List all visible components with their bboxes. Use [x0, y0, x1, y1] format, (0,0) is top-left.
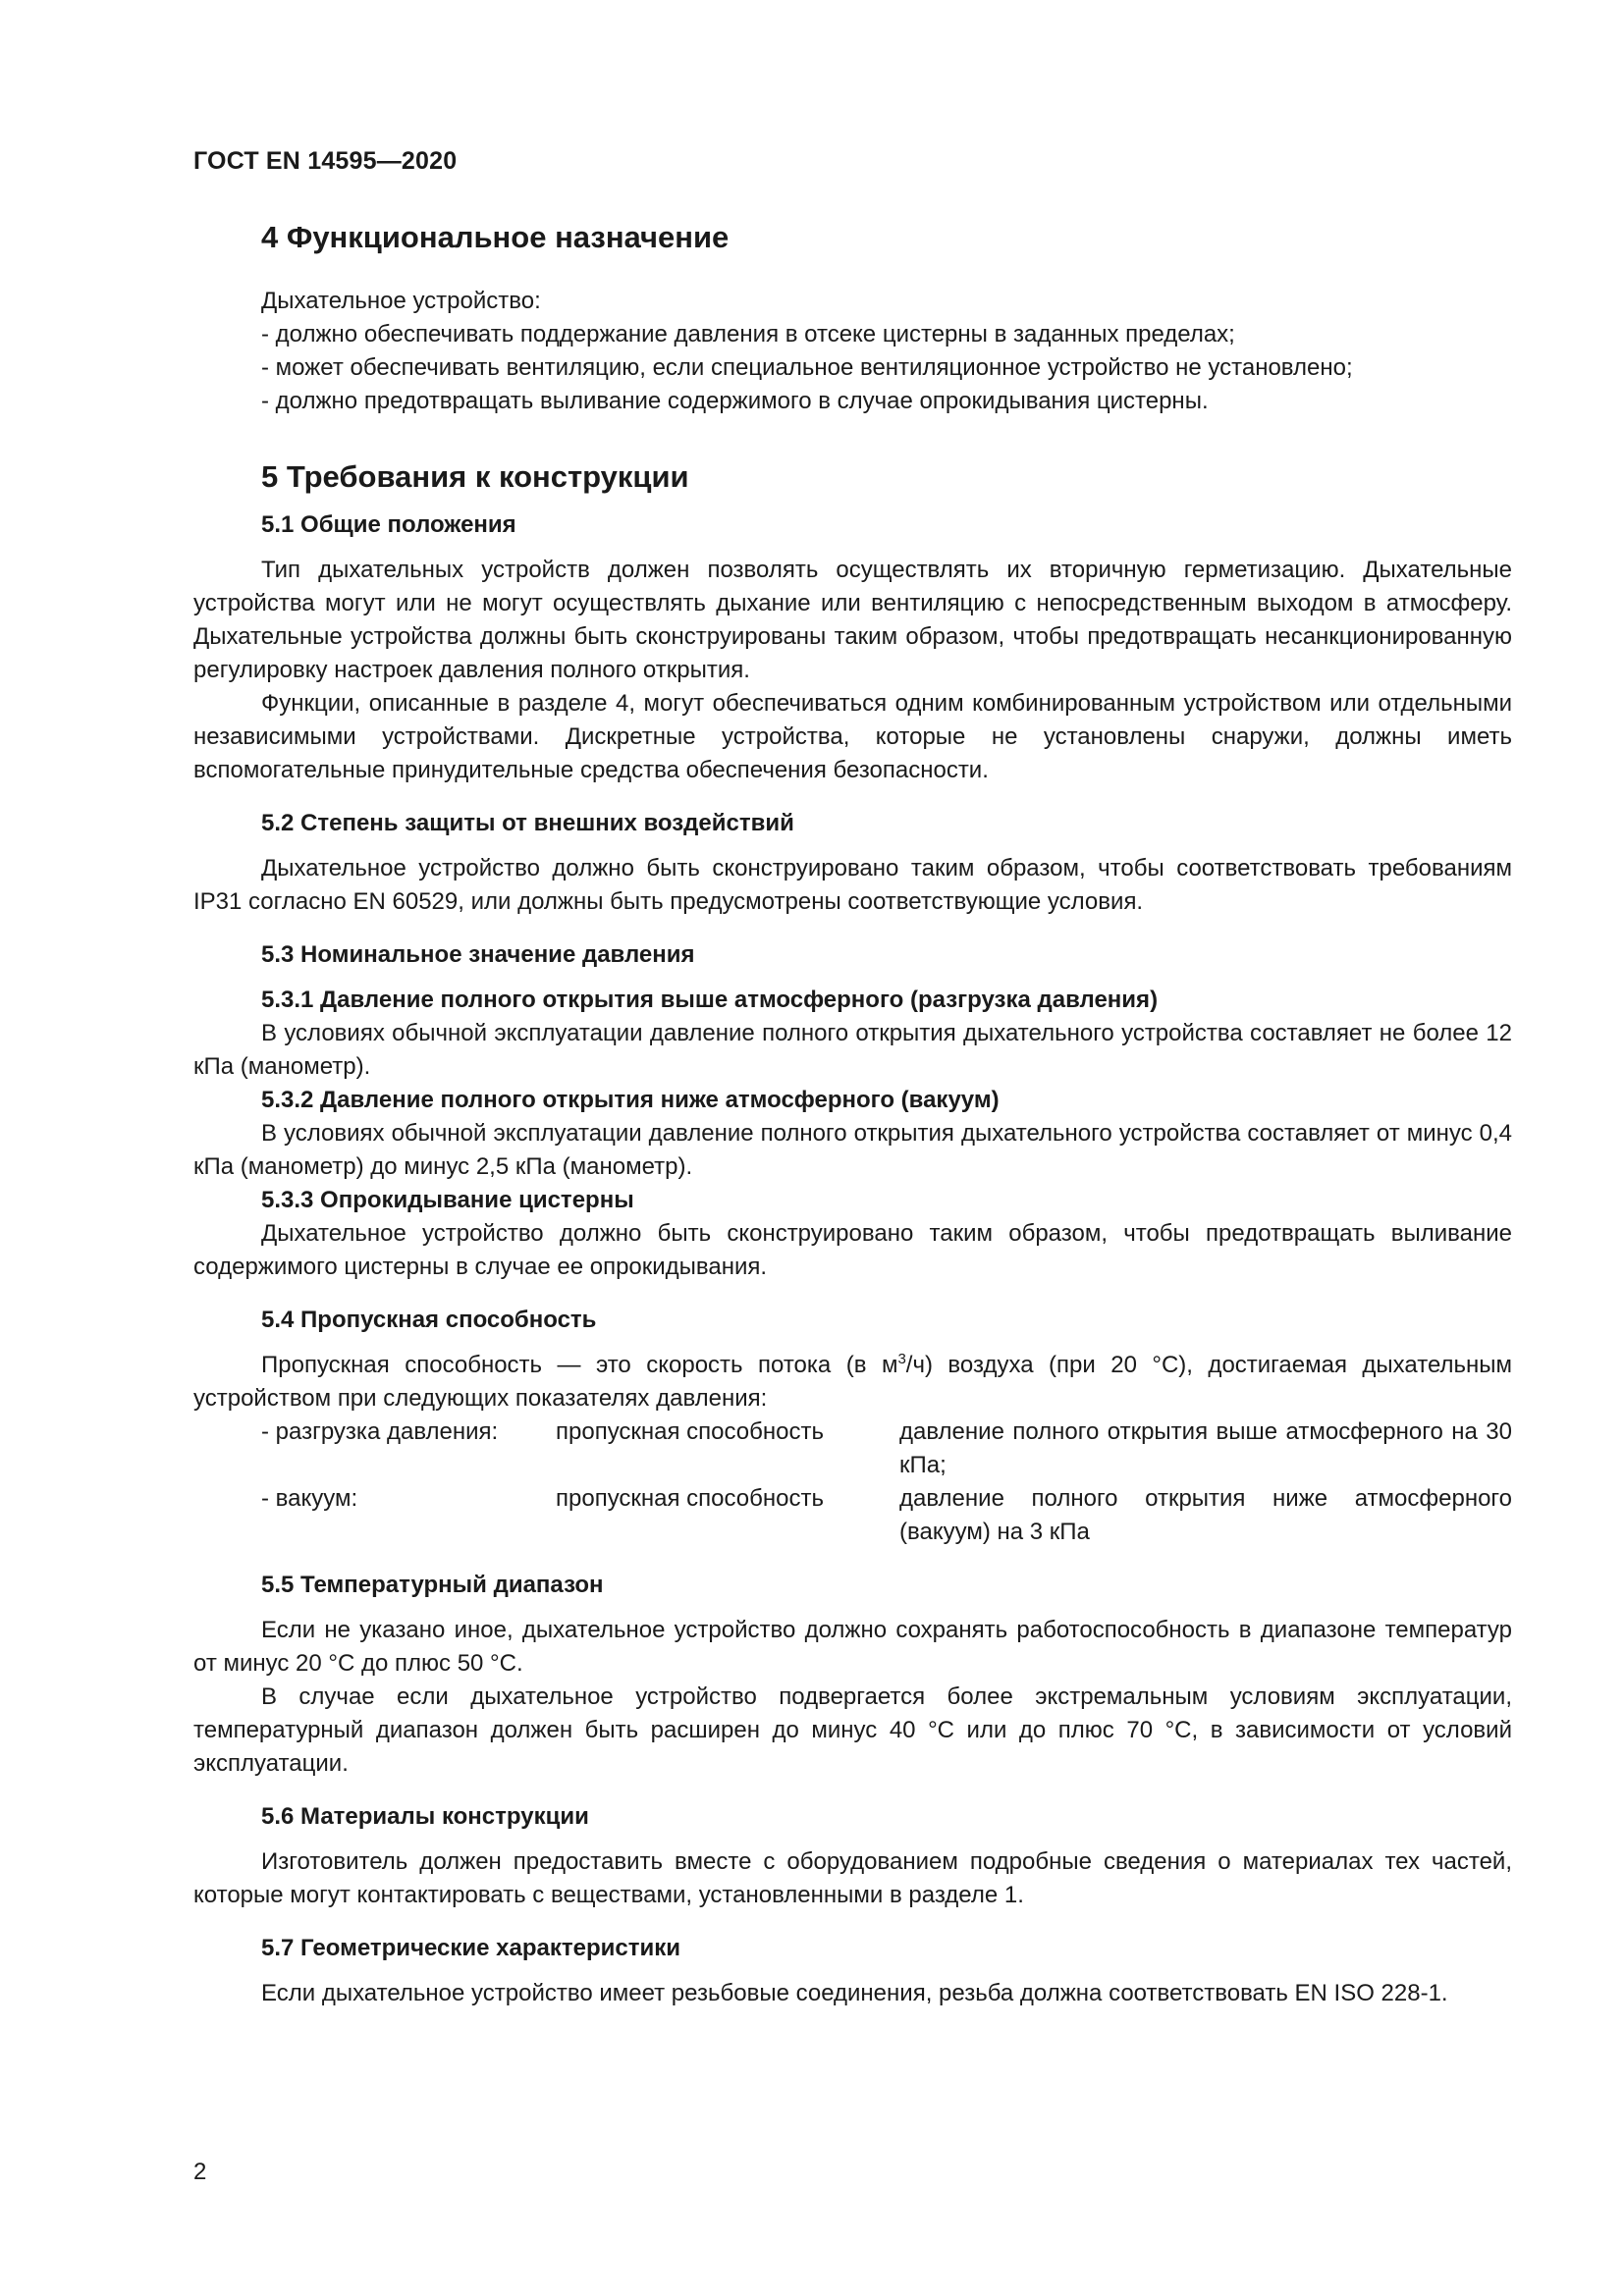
section-4: [261, 218, 1512, 418]
subsection-5-7-body: [193, 1977, 1512, 2010]
subsection-5-2-title: 5.2 Степень защиты от внешних воздействий: [261, 810, 794, 836]
section-4-intro: Дыхательное устройство:: [261, 288, 541, 314]
paragraph: Дыхательное устройство должно быть сконструировано таким образом, чтобы соответствовать требованиям IP31 согласно EN 60529, или должны быть предусмотрены соответствующие условия.: [193, 855, 1512, 915]
paragraph: Тип дыхательных устройств должен позволять осуществлять их вторичную герметизацию. Дыхательные устройства могут или не могут осуществлять дыхание или вентиляцию с непосредственным выходом в атмосферу. Дыхательные устройства должны быть сконструированы таким образом, чтобы предотвращать несанкционированную регулировку настроек давления полного открытия.: [193, 557, 1512, 683]
section-5: [193, 457, 1513, 2010]
subsection-5-1-body: [193, 554, 1512, 787]
section-4-item: - должно предотвращать выливание содержимого в случае опрокидывания цистерны.: [261, 388, 1209, 414]
document-header: ГОСТ EN 14595—2020: [193, 147, 458, 175]
section-5-title: 5 Требования к конструкции: [261, 459, 689, 494]
section-4-item: - может обеспечивать вентиляцию, если специальное вентиляционное устройство не установлено;: [261, 354, 1353, 381]
paragraph: [193, 1349, 1512, 1415]
table-cell: давление полного открытия выше атмосферного на 30 кПа;: [899, 1418, 1512, 1478]
subsection-5-3-1-title: 5.3.1 Давление полного открытия выше атмосферного (разгрузка давления): [261, 987, 1159, 1013]
section-4-item: - должно обеспечивать поддержание давления в отсеке цистерны в заданных пределах;: [261, 321, 1235, 347]
table-cell: пропускная способность: [556, 1485, 824, 1512]
table-row: [261, 1482, 1512, 1549]
table-cell: - разгрузка давления:: [261, 1418, 499, 1445]
subsection-5-1-title: 5.1 Общие положения: [261, 511, 516, 538]
subsection-5-3-title: 5.3 Номинальное значение давления: [261, 941, 695, 968]
subsection-5-3-2-body: [193, 1117, 1512, 1184]
subsection-5-4-body: [193, 1349, 1512, 1415]
paragraph: Дыхательное устройство должно быть сконструировано таким образом, чтобы предотвращать выливание содержимого цистерны в случае ее опрокидывания.: [193, 1220, 1512, 1280]
subsection-5-2-body: [193, 852, 1512, 919]
subsection-5-4-title: 5.4 Пропускная способность: [261, 1307, 597, 1333]
text-span: /ч) воздуха (при 20 °C), достигаемая дыхательным устройством при следующих показателях давления:: [193, 1352, 1513, 1412]
paragraph: Изготовитель должен предоставить вместе с оборудованием подробные сведения о материалах тех частей, которые могут контактировать с веществами, установленными в разделе 1.: [193, 1848, 1512, 1908]
subsection-5-3-1-body: [193, 1017, 1512, 1084]
subsection-5-3-3-body: [193, 1217, 1512, 1284]
capacity-table: [261, 1415, 1512, 1549]
paragraph: В условиях обычной эксплуатации давление полного открытия дыхательного устройства составляет не более 12 кПа (манометр).: [193, 1020, 1512, 1080]
paragraph: В случае если дыхательное устройство подвергается более экстремальным условиям эксплуатации, температурный диапазон должен быть расширен до минус 40 °C или до плюс 70 °C, в зависимости от условий эксплуатации.: [193, 1683, 1512, 1777]
text-span: Пропускная способность — это скорость потока (в м: [261, 1352, 898, 1378]
subsection-5-3-3-title: 5.3.3 Опрокидывание цистерны: [261, 1187, 634, 1213]
table-cell: - вакуум:: [261, 1485, 358, 1512]
subsection-5-6-title: 5.6 Материалы конструкции: [261, 1803, 589, 1830]
table-cell: пропускная способность: [556, 1418, 824, 1445]
paragraph: Функции, описанные в разделе 4, могут обеспечиваться одним комбинированным устройством или отдельными независимыми устройствами. Дискретные устройства, которые не установлены снаружи, должны иметь вспомогательные принудительные средства обеспечения безопасности.: [193, 690, 1512, 783]
paragraph: В условиях обычной эксплуатации давление полного открытия дыхательного устройства составляет от минус 0,4 кПа (манометр) до минус 2,5 кПа (манометр).: [193, 1120, 1512, 1180]
subsection-5-6-body: [193, 1845, 1512, 1912]
subsection-5-7-title: 5.7 Геометрические характеристики: [261, 1935, 681, 1961]
subsection-5-5-body: [193, 1614, 1512, 1781]
superscript: 3: [897, 1351, 906, 1367]
page-number: 2: [193, 2159, 207, 2185]
paragraph: Если не указано иное, дыхательное устройство должно сохранять работоспособность в диапазоне температур от минус 20 °C до плюс 50 °C.: [193, 1617, 1512, 1677]
subsection-5-5-title: 5.5 Температурный диапазон: [261, 1572, 604, 1598]
paragraph: Если дыхательное устройство имеет резьбовые соединения, резьба должна соответствовать EN ISO 228-1.: [261, 1980, 1448, 2006]
subsection-5-3-2-title: 5.3.2 Давление полного открытия ниже атмосферного (вакуум): [261, 1087, 1000, 1113]
document-body: [193, 218, 1513, 2010]
table-cell: давление полного открытия ниже атмосферного (вакуум) на 3 кПа: [899, 1485, 1512, 1545]
section-4-title: 4 Функциональное назначение: [261, 220, 730, 254]
table-row: [261, 1415, 1512, 1482]
